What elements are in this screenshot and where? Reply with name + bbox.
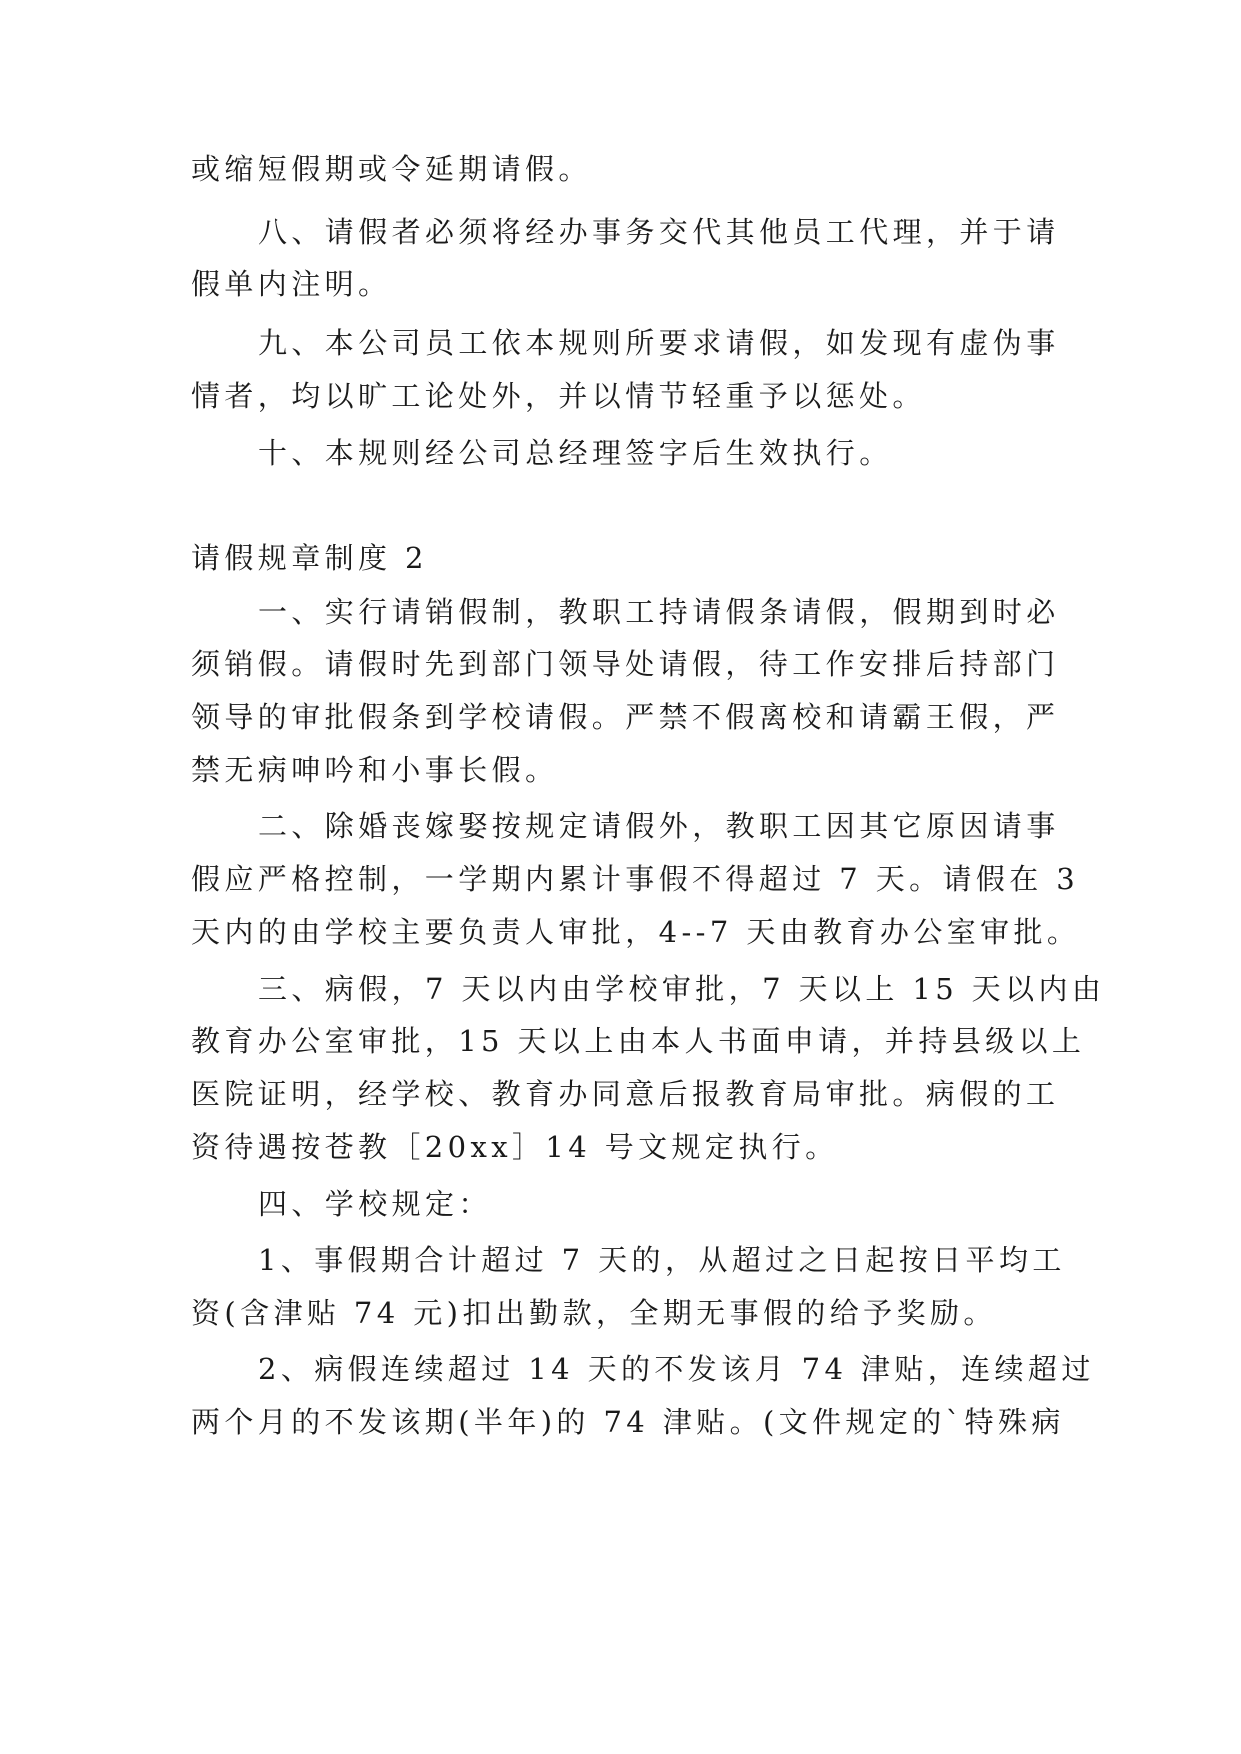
text-line: 2、病假连续超过 14 天的不发该月 74 津贴，连续超过: [258, 1352, 1095, 1386]
text-line: 医院证明，经学校、教育办同意后报教育局审批。病假的工: [191, 1077, 1060, 1111]
text-line: 两个月的不发该期(半年)的 74 津贴。(文件规定的`特殊病: [191, 1405, 1065, 1439]
text-line: 或缩短假期或令延期请假。: [191, 152, 592, 186]
text-line: 八、请假者必须将经办事务交代其他员工代理，并于请: [258, 215, 1060, 249]
text-line: 天内的由学校主要负责人审批，4--7 天由教育办公室审批。: [191, 915, 1081, 949]
text-line: 领导的审批假条到学校请假。严禁不假离校和请霸王假，严: [191, 700, 1060, 734]
text-line: 十、本规则经公司总经理签字后生效执行。: [258, 436, 893, 470]
text-line: 资(含津贴 74 元)扣出勤款，全期无事假的给予奖励。: [191, 1296, 997, 1330]
text-line: 教育办公室审批，15 天以上由本人书面申请，并持县级以上: [191, 1024, 1086, 1058]
text-line: 1、事假期合计超过 7 天的，从超过之日起按日平均工: [258, 1243, 1066, 1277]
text-line: 假单内注明。: [191, 267, 392, 301]
text-line: 假应严格控制，一学期内累计事假不得超过 7 天。请假在 3: [191, 862, 1080, 896]
text-line: 禁无病呻吟和小事长假。: [191, 753, 559, 787]
text-line: 须销假。请假时先到部门领导处请假，待工作安排后持部门: [191, 647, 1060, 681]
section-heading: 请假规章制度 2: [191, 541, 428, 575]
text-line: 二、除婚丧嫁娶按规定请假外，教职工因其它原因请事: [258, 809, 1060, 843]
text-line: 情者，均以旷工论处外，并以情节轻重予以惩处。: [191, 379, 926, 413]
text-line: 一、实行请销假制，教职工持请假条请假，假期到时必: [258, 595, 1060, 629]
text-line: 九、本公司员工依本规则所要求请假，如发现有虚伪事: [258, 326, 1060, 360]
text-line: 资待遇按苍教［20xx］14 号文规定执行。: [191, 1130, 839, 1164]
text-line: 四、学校规定：: [258, 1187, 492, 1221]
text-line: 三、病假，7 天以内由学校审批，7 天以上 15 天以内由: [258, 972, 1106, 1006]
